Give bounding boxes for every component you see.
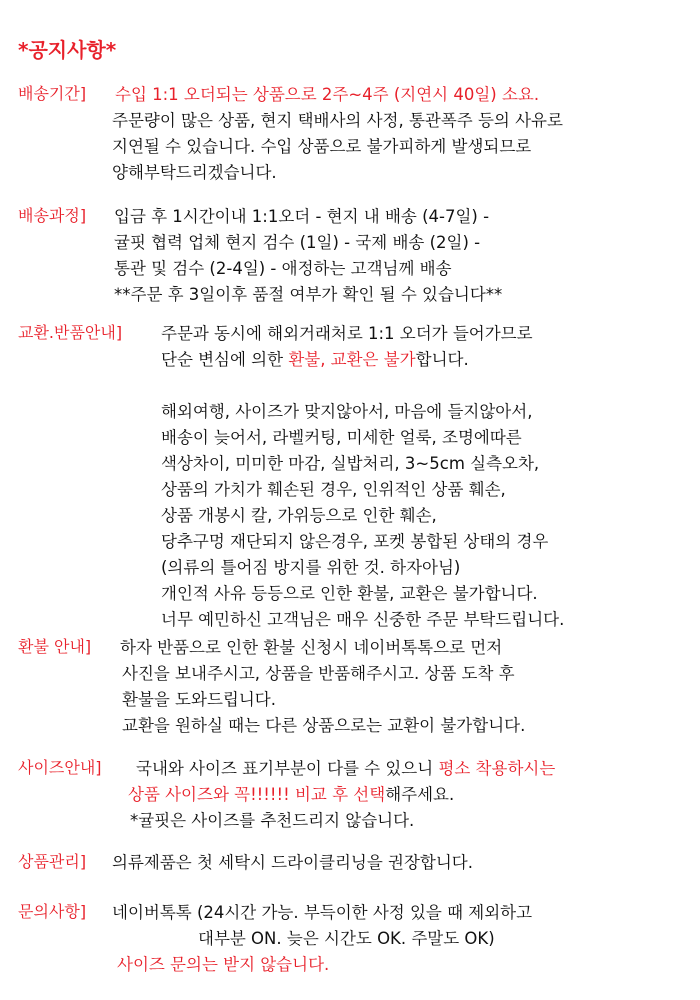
section-label: 환불 안내] (18, 637, 92, 656)
section-label: 배송과정] (18, 206, 87, 225)
notice-line (0, 398, 700, 424)
notice-line (0, 686, 700, 712)
line-text: 양해부탁드리겠습니다. (112, 163, 277, 182)
refund-section (0, 634, 700, 738)
highlight-text: 환불, 교환은 불가 (288, 350, 416, 369)
notice-line (0, 554, 700, 580)
notice-line (0, 528, 700, 554)
notice-line (0, 755, 700, 781)
notice-line (0, 606, 700, 632)
notice-line (0, 255, 700, 281)
line-text: 사진을 보내주시고, 상품을 반품해주시고. 상품 도착 후 (122, 664, 515, 683)
line-text: 환불을 도와드립니다. (122, 690, 276, 709)
notice-line (0, 346, 700, 372)
line-text: 하자 반품으로 인한 환불 신청시 네이버톡톡으로 먼저 (120, 638, 503, 657)
line-text: **주문 후 3일이후 품절 여부가 확인 될 수 있습니다** (114, 285, 503, 304)
line-text: 네이버톡톡 (24시간 가능. 부득이한 사정 있을 때 제외하고 (112, 903, 533, 922)
notice-line (0, 925, 700, 951)
line-text: 주문과 동시에 해외거래처로 1:1 오더가 들어가므로 (161, 324, 533, 343)
notice-line (0, 951, 700, 977)
notice-line (0, 372, 700, 398)
line-text: 개인적 사유 등등으로 인한 환불, 교환은 불가합니다. (161, 584, 538, 603)
line-text: 단순 변심에 의한 (161, 350, 289, 369)
section-label: 배송기간] (18, 84, 87, 103)
notice-line (0, 660, 700, 686)
notice-line (0, 424, 700, 450)
notice-line (0, 229, 700, 255)
line-text: 대부분 ON. 늦은 시간도 OK. 주말도 OK) (198, 929, 495, 948)
notice-line (0, 203, 700, 229)
notice-line (0, 320, 700, 346)
line-text: *귤핏은 사이즈를 추천드리지 않습니다. (130, 811, 415, 830)
highlight-text: 사이즈 문의는 받지 않습니다. (117, 955, 330, 974)
notice-line (0, 899, 700, 925)
line-text-tail: 해주세요. (385, 785, 455, 804)
line-text: 상품 개봉시 칼, 가위등으로 인한 훼손, (161, 506, 437, 525)
size-guide-section (0, 755, 700, 833)
line-text: 입금 후 1시간이내 1:1오더 - 현지 내 배송 (4-7일) - (114, 207, 490, 226)
inquiry-section (0, 899, 700, 977)
highlight-text: 상품 사이즈와 꼭!!!!!! 비교 후 선택 (128, 785, 386, 804)
line-text: 상품의 가치가 훼손된 경우, 인위적인 상품 훼손, (161, 480, 506, 499)
highlight-text: 평소 착용하시는 (438, 759, 556, 778)
notice-line (0, 476, 700, 502)
highlight-text: 수입 1:1 오더되는 상품으로 2주~4주 (지연시 40일) 소요. (115, 85, 540, 104)
notice-line (0, 712, 700, 738)
line-text: 지연될 수 있습니다. 수입 상품으로 불가피하게 발생되므로 (112, 137, 532, 156)
line-text: 당추구멍 재단되지 않은경우, 포켓 봉합된 상태의 경우 (161, 532, 549, 551)
line-text: 주문량이 많은 상품, 현지 택배사의 사정, 통관폭주 등의 사유로 (112, 111, 563, 130)
section-label: 상품관리] (18, 852, 87, 871)
shipping-period-section (0, 81, 700, 185)
notice-line (0, 81, 700, 107)
notice-line (0, 159, 700, 185)
section-label: 교환.반품안내] (18, 323, 123, 342)
line-text: 배송이 늦어서, 라벨커팅, 미세한 얼룩, 조명에따른 (161, 428, 522, 447)
line-text: 교환을 원하실 때는 다른 상품으로는 교환이 불가합니다. (122, 716, 526, 735)
line-text: 국내와 사이즈 표기부분이 다를 수 있으니 (136, 759, 439, 778)
notice-line (0, 281, 700, 307)
product-care-section (0, 849, 700, 875)
notice-line (0, 502, 700, 528)
line-text: 의류제품은 첫 세탁시 드라이클리닝을 권장합니다. (112, 853, 473, 872)
exchange-return-section (0, 320, 700, 632)
section-label: 문의사항] (18, 902, 87, 921)
line-text: 귤핏 협력 업체 현지 검수 (1일) - 국제 배송 (2일) - (114, 233, 481, 252)
line-text: 색상차이, 미미한 마감, 실밥처리, 3~5cm 실측오차, (161, 454, 540, 473)
notice-line (0, 781, 700, 807)
notice-line (0, 849, 700, 875)
line-text: 너무 예민하신 고객님은 매우 신중한 주문 부탁드립니다. (161, 610, 565, 629)
notice-line (0, 107, 700, 133)
notice-line (0, 133, 700, 159)
line-text: (의류의 틀어짐 방지를 위한 것. 하자아님) (161, 558, 461, 577)
notice-line (0, 580, 700, 606)
notice-line (0, 807, 700, 833)
section-label: 사이즈안내] (18, 758, 102, 777)
line-text: 통관 및 검수 (2-4일) - 애정하는 고객님께 배송 (114, 259, 452, 278)
shipping-process-section (0, 203, 700, 307)
line-text-tail: 합니다. (415, 350, 469, 369)
line-text: 해외여행, 사이즈가 맞지않아서, 마음에 들지않아서, (161, 402, 533, 421)
notice-line (0, 450, 700, 476)
notice-title: *공지사항* (18, 38, 117, 62)
notice-line (0, 634, 700, 660)
